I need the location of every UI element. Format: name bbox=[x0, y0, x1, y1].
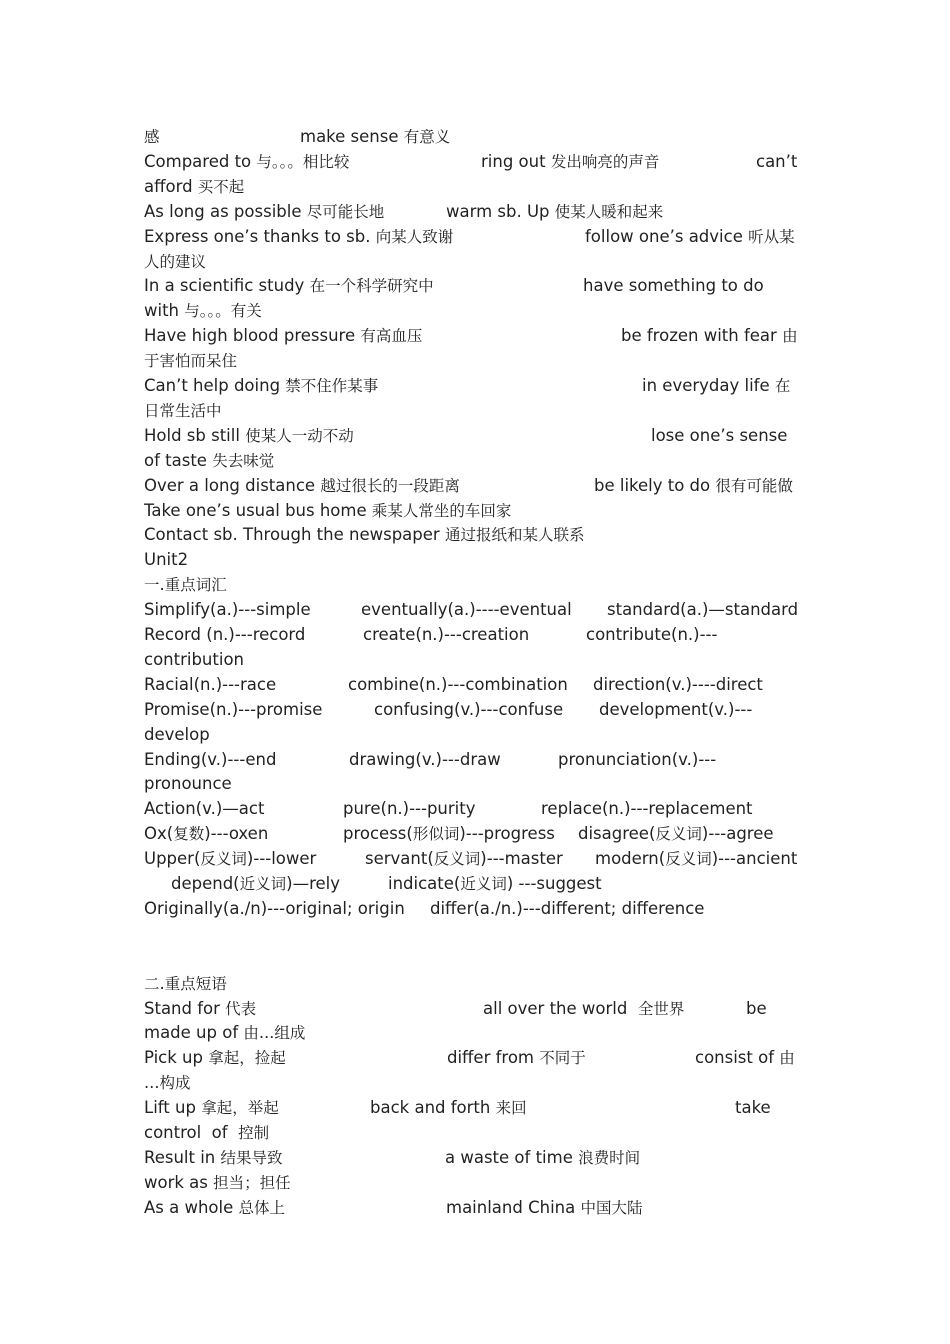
text-line: 于害怕而呆住 bbox=[144, 352, 238, 371]
text-line: …构成 bbox=[144, 1074, 191, 1093]
text-line: differ from 不同于 bbox=[447, 1048, 586, 1068]
text-line: made up of 由…组成 bbox=[144, 1023, 306, 1043]
text-line: control of 控制 bbox=[144, 1123, 270, 1142]
text-line: contribute(n.)--- bbox=[586, 625, 718, 644]
text-line: ring out 发出响亮的声音 bbox=[481, 151, 660, 171]
text-line: modern(反义词)---ancient bbox=[595, 849, 798, 869]
text-line: Simplify(a.)---simple bbox=[144, 600, 311, 620]
text-line: Stand for 代表 bbox=[144, 998, 257, 1018]
text-line: consist of 由 bbox=[695, 1048, 795, 1068]
text-line: disagree(反义词)---agree bbox=[578, 824, 774, 844]
text-line: Originally(a./n)---original; origin bbox=[144, 898, 405, 918]
text-line: Over a long distance 越过很长的一段距离 bbox=[144, 475, 460, 495]
text-line: Upper(反义词)---lower bbox=[144, 849, 317, 869]
text-line: be frozen with fear 由 bbox=[621, 326, 798, 346]
text-line: indicate(近义词) ---suggest bbox=[388, 874, 602, 893]
text-line: make sense 有意义 bbox=[300, 127, 451, 146]
text-line: Ending(v.)---end bbox=[144, 749, 277, 769]
text-line: pure(n.)---purity bbox=[343, 799, 476, 819]
text-line: 二.重点短语 bbox=[144, 973, 227, 993]
text-line: Action(v.)—act bbox=[144, 799, 265, 819]
text-line: Racial(n.)---race bbox=[144, 674, 277, 694]
text-line: Can’t help doing 禁不住作某事 bbox=[144, 376, 379, 395]
text-line: 一.重点词汇 bbox=[144, 575, 227, 595]
text-line: As long as possible 尽可能长地 bbox=[144, 201, 385, 221]
text-line: Express one’s thanks to sb. 向某人致谢 bbox=[144, 226, 454, 246]
text-line: Have high blood pressure 有高血压 bbox=[144, 326, 423, 346]
text-line: Promise(n.)---promise bbox=[144, 699, 323, 719]
text-line: create(n.)---creation bbox=[363, 625, 530, 644]
text-line: Unit2 bbox=[144, 550, 189, 570]
text-line: all over the world 全世界 bbox=[483, 998, 685, 1018]
text-line: of taste 失去味觉 bbox=[144, 450, 275, 470]
text-line: warm sb. Up 使某人暖和起来 bbox=[446, 201, 664, 221]
text-line: be likely to do 很有可能做 bbox=[594, 475, 793, 495]
text-line: process(形似词)---progress bbox=[343, 824, 555, 844]
text-line: Hold sb still 使某人一动不动 bbox=[144, 425, 354, 445]
text-line: As a whole 总体上 bbox=[144, 1197, 286, 1217]
text-line: eventually(a.)----eventual bbox=[361, 600, 572, 620]
text-line: can’t bbox=[756, 151, 798, 171]
text-line: 感 bbox=[144, 128, 160, 146]
text-line: Contact sb. Through the newspaper 通过报纸和某人联系 bbox=[144, 525, 585, 545]
text-line: take bbox=[735, 1098, 771, 1118]
text-line: have something to do bbox=[583, 276, 764, 296]
text-line: Record (n.)---record bbox=[144, 625, 306, 644]
text-line: Compared to 与。。。相比较 bbox=[144, 151, 350, 171]
text-line: depend(近义词)—rely bbox=[171, 874, 340, 893]
text-line: combine(n.)---combination bbox=[348, 674, 568, 694]
text-line: back and forth 来回 bbox=[370, 1098, 527, 1118]
text-line: develop bbox=[144, 724, 210, 744]
text-line: contribution bbox=[144, 649, 244, 669]
text-line: in everyday life 在 bbox=[642, 376, 791, 395]
text-line: work as 担当；担任 bbox=[144, 1172, 291, 1192]
text-line: a waste of time 浪费时间 bbox=[445, 1147, 641, 1167]
text-line: lose one’s sense bbox=[651, 425, 788, 445]
text-line: differ(a./n.)---different; difference bbox=[430, 898, 705, 918]
text-line: afford 买不起 bbox=[144, 176, 245, 196]
text-line: servant(反义词)---master bbox=[365, 849, 563, 869]
text-line: pronunciation(v.)--- bbox=[558, 749, 717, 769]
text-line: with 与。。。有关 bbox=[144, 301, 262, 321]
text-line: Pick up 拿起，捡起 bbox=[144, 1048, 286, 1068]
text-line: 日常生活中 bbox=[144, 401, 222, 420]
text-line: drawing(v.)---draw bbox=[349, 749, 501, 769]
text-line: standard(a.)—standard bbox=[607, 600, 799, 620]
text-line: Lift up 拿起，举起 bbox=[144, 1098, 279, 1118]
text-line: follow one’s advice 听从某 bbox=[585, 226, 795, 246]
text-line: replace(n.)---replacement bbox=[541, 799, 753, 819]
text-line: be bbox=[746, 998, 767, 1018]
text-line: In a scientific study 在一个科学研究中 bbox=[144, 276, 434, 296]
text-line: confusing(v.)---confuse bbox=[374, 699, 564, 719]
text-line: Result in 结果导致 bbox=[144, 1147, 283, 1167]
text-line: pronounce bbox=[144, 774, 232, 794]
text-line: Ox(复数)---oxen bbox=[144, 824, 269, 844]
text-line: development(v.)--- bbox=[599, 699, 753, 719]
text-line: direction(v.)----direct bbox=[593, 674, 763, 694]
text-line: mainland China 中国大陆 bbox=[446, 1197, 643, 1217]
text-line: 人的建议 bbox=[144, 252, 207, 271]
text-line: Take one’s usual bus home 乘某人常坐的车回家 bbox=[144, 500, 512, 520]
